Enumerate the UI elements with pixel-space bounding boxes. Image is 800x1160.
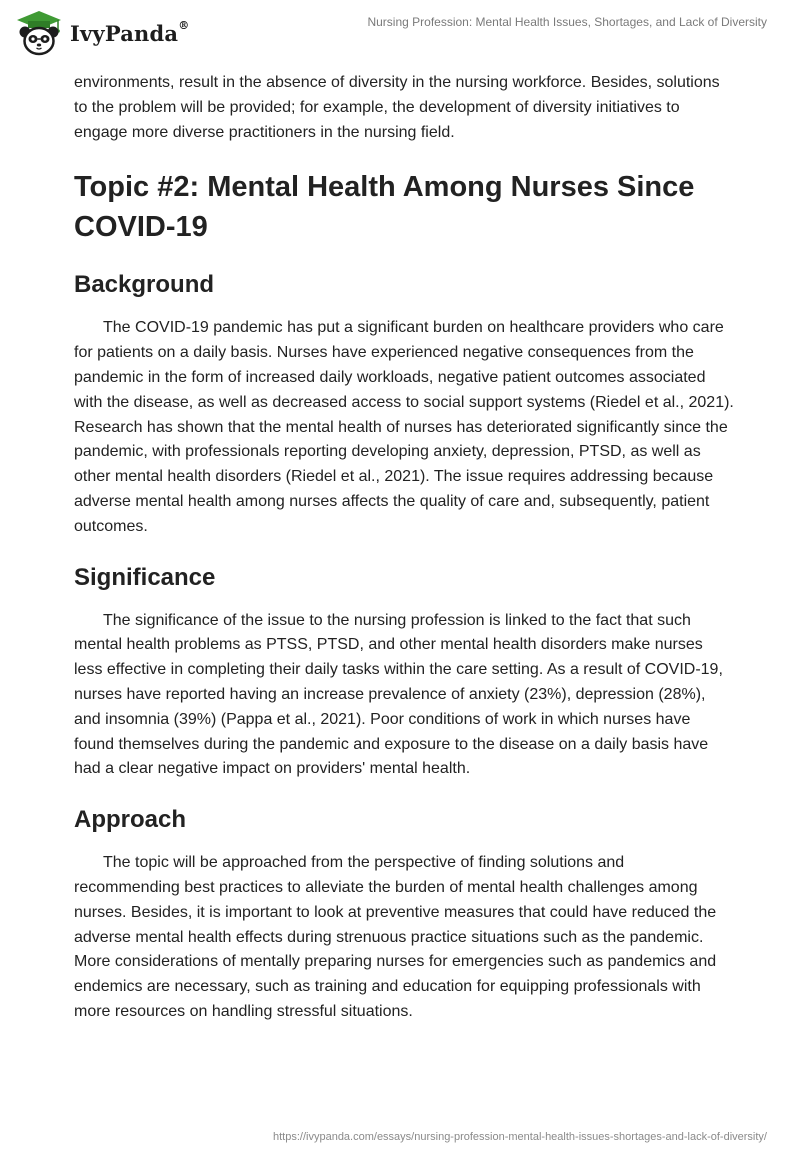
section-heading-background: Background bbox=[74, 271, 215, 299]
ivypanda-logo[interactable] bbox=[14, 8, 189, 58]
page-header bbox=[0, 0, 800, 70]
essay-content bbox=[74, 71, 734, 1025]
section-paragraph-significance: The significance of the issue to the nursing profession is linked to the fact that such mental health problems as PTSS, PTSD, and other mental health disorders make nurses less effective in completing their daily tasks within the care setting. As a result of COVID-19, nurses have reported having an increase prevalence of anxiety (23%), depression (28%), and insomnia (39%) (Pappa et al., 2021). Poor conditions of work in which nurses have found themselves during the pandemic and exposure to the disease on a daily basis have had a clear negative impact on providers' mental health. bbox=[74, 611, 723, 778]
source-url-link[interactable]: https://ivypanda.com/essays/nursing-profession-mental-health-issues-shortages-and-lack-of-diversity/ bbox=[273, 1131, 767, 1143]
registered-mark: ® bbox=[178, 18, 190, 32]
panda-graduation-cap-icon bbox=[14, 8, 64, 58]
section-paragraph-approach: The topic will be approached from the perspective of finding solutions and recommending best practices to alleviate the burden of mental health challenges among nurses. Besides, it is important to look at preventive measures that could have reduced the adverse mental health effects during strenuous practice situations such as the pandemic. More considerations of mentally preparing nurses for emergencies such as pandemics and endemics are necessary, such as training and education for equipping professionals with more resources on handling stressful situations. bbox=[74, 854, 717, 1020]
section-heading-approach: Approach bbox=[74, 806, 187, 834]
document-title: Nursing Profession: Mental Health Issues, Shortages, and Lack of Diversity bbox=[367, 15, 767, 29]
topic-title: Topic #2: Mental Health Among Nurses Since COVID-19 bbox=[74, 171, 695, 244]
logo-text: IvyPanda bbox=[70, 20, 179, 46]
section-paragraph-background: The COVID-19 pandemic has put a significant burden on healthcare providers who care for patients on a daily basis. Nurses have experienced negative consequences from the pandemic in the form of increased daily workloads, negative patient outcomes associated with the disease, as well as decreased access to social support systems (Riedel et al., 2021). Research has shown that the mental health of nurses has deteriorated significantly since the pandemic, with professionals reporting developing anxiety, depression, PTSD, as well as other mental health disorders (Riedel et al., 2021). The issue requires addressing because adverse mental health among nurses affects the quality of care and, subsequently, patient outcomes. bbox=[74, 319, 734, 535]
intro-paragraph: environments, result in the absence of diversity in the nursing workforce. Besides, solutions to the problem will be provided; for example, the development of diversity initiatives to engage more diverse practitioners in the nursing field. bbox=[74, 74, 720, 141]
logo-wordmark bbox=[70, 18, 190, 46]
section-heading-significance: Significance bbox=[74, 563, 216, 591]
